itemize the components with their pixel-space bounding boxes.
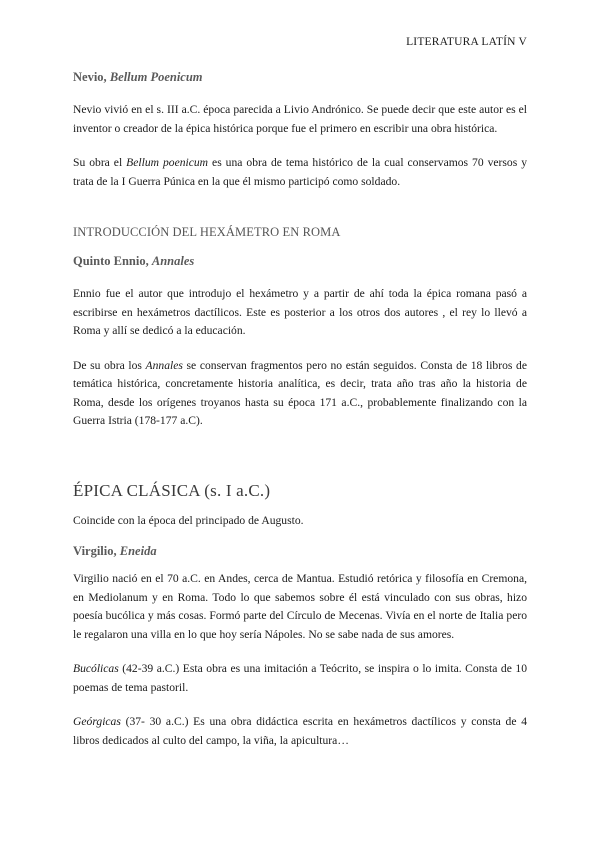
author-name: Nevio, <box>73 70 107 84</box>
page-content <box>73 70 527 750</box>
paragraph-nevio-work: Su obra el Bellum poenicum es una obra de tema histórico de la cual conservamos 70 versos y trata de la I Guerra Púnica en la que él mismo participó como soldado. <box>73 156 527 188</box>
work-title: Annales <box>151 254 195 268</box>
work-title: Bellum Poenicum <box>109 70 203 84</box>
paragraph-clasica-intro: Coincide con la época del principado de Augusto. <box>73 513 304 527</box>
author-name: Quinto Ennio, <box>73 254 149 268</box>
section-heading-hexametro: INTRODUCCIÓN DEL HEXÁMETRO EN ROMA <box>73 225 341 239</box>
paragraph-bucolicas: Bucólicas (42-39 a.C.) Esta obra es una imitación a Teócrito, se inspira o lo imita. Consta de 10 poemas de tema pastoril. <box>73 662 527 694</box>
work-title-inline: Annales <box>145 358 183 372</box>
work-title-inline: Bucólicas <box>73 662 119 675</box>
work-title-inline: Bellum poenicum <box>126 156 209 169</box>
work-title: Eneida <box>119 544 157 558</box>
running-header: LITERATURA LATÍN V <box>406 36 527 48</box>
section-heading-virgilio <box>73 544 527 559</box>
section-heading-ennio <box>73 254 527 269</box>
author-name: Virgilio, <box>73 544 117 558</box>
work-title-inline: Geórgicas <box>73 715 121 728</box>
section-heading-nevio <box>73 70 527 85</box>
paragraph-virgilio-bio: Virgilio nació en el 70 a.C. en Andes, cerca de Mantua. Estudió retórica y filosofía en Cremona, en Mediolanum y en Roma. Todo lo que sabemos sobre él está vinculado con sus obras, hizo poesía bucólica y más cosas. Formó parte del Círculo de Mecenas. Vivía en el norte de Italia pero le regalaron una villa en lo que hoy sería Nápoles. No se sabe nada de sus amores. <box>73 572 527 641</box>
paragraph-ennio-work: De su obra los Annales se conservan fragmentos pero no están seguidos. Consta de 18 libros de temática histórica, concretamente historia analítica, es decir, trata año tras año la historia de Roma, desde los orígenes troyanos hasta su época 171 a.C., probablemente finalizando con la Guerra Istria (178-177 a.C). <box>73 358 527 427</box>
paragraph-nevio-bio: Nevio vivió en el s. III a.C. época parecida a Livio Andrónico. Se puede decir que este autor es el inventor o creador de la épica histórica porque fue el primero en escribir una obra histórica. <box>73 103 527 135</box>
section-heading-epica-clasica: ÉPICA CLÁSICA (s. I a.C.) <box>73 480 271 500</box>
paragraph-ennio-bio: Ennio fue el autor que introdujo el hexámetro y a partir de ahí toda la épica romana pasó a escribirse en hexámetros dactílicos. Este es posterior a los otros dos autores , el rey lo llevó a Roma y allí se dedicó a la educación. <box>73 287 527 337</box>
paragraph-georgicas: Geórgicas (37- 30 a.C.) Es una obra didáctica escrita en hexámetros dactílicos y consta de 4 libros dedicados al culto del campo, la viña, la apicultura… <box>73 715 527 747</box>
